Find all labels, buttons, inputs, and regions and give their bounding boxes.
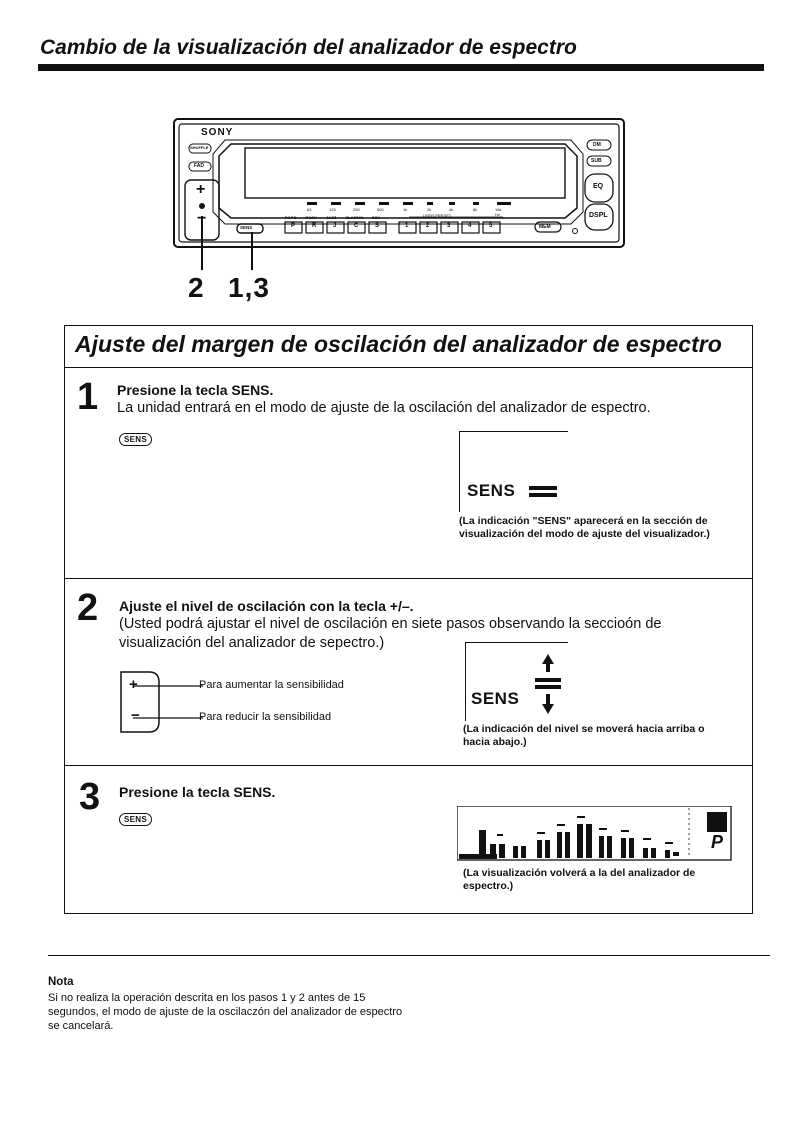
sens-key-button[interactable]: SENS	[119, 433, 152, 446]
step-divider	[65, 765, 752, 766]
brand-logo: SONY	[201, 127, 234, 138]
minus-symbol: −	[131, 707, 140, 724]
display-mode-indicator: P	[711, 832, 724, 852]
preset-label-classic: CLASSIC	[345, 215, 363, 220]
preset-label-pops: POPS	[285, 215, 297, 220]
note-divider	[48, 955, 770, 956]
fader-key[interactable]: FAD	[194, 163, 204, 169]
step-2-number: 2	[77, 587, 99, 629]
preset-label-jazz: JAZZ	[326, 215, 337, 220]
step-1-caption: (La indicación "SENS" aparecerá en la sección de visualización del modo de ajuste del visualizador.)	[459, 515, 710, 540]
step-3-caption: (La visualización volverá a la del analizador de espectro.)	[463, 867, 696, 892]
section-title: Ajuste del margen de oscilación del analizador de espectro	[75, 331, 722, 357]
title-underline	[38, 64, 764, 71]
step-3-heading: Presione la tecla SENS.	[119, 784, 276, 800]
dm-key[interactable]: DM	[593, 142, 601, 148]
hint-decrease: Para reducir la sensibilidad	[199, 711, 332, 723]
band-label: 16k Hz	[495, 207, 502, 217]
note-body: Si no realiza la operación descrita en los pasos 1 y 2 antes de 15 segundos, el modo de ajuste de la oscilaczón del analizador de espectro se cancelará.	[48, 992, 403, 1032]
preset-label-rock: ROCK	[305, 215, 318, 220]
band-label: 8k	[473, 207, 478, 212]
plus-key[interactable]: +	[196, 181, 206, 198]
step-divider	[65, 578, 752, 579]
note-title: Nota	[48, 976, 74, 988]
preset-button-j[interactable]: J	[333, 223, 337, 229]
level-up-down-icon	[533, 654, 563, 716]
step-1-number: 1	[77, 376, 99, 418]
preset-button-1[interactable]: 1	[405, 223, 409, 229]
preset-label-dsk: DSK	[371, 215, 381, 220]
band-label: 1k	[403, 207, 408, 212]
preset-button-4[interactable]: 4	[468, 223, 472, 229]
plus-symbol: +	[129, 676, 138, 693]
step-1-body: La unidad entrará en el modo de ajuste de la oscilación del analizador de espectro.	[117, 400, 651, 416]
band-label: 2k	[427, 207, 432, 212]
preset-button-s[interactable]: S	[375, 223, 380, 229]
sens-key[interactable]: SENS	[240, 225, 253, 230]
band-label: 63	[307, 207, 312, 212]
preset-button-3[interactable]: 3	[447, 223, 451, 229]
band-label: 250	[353, 207, 360, 212]
step-2-heading: Ajuste el nivel de oscilación con la tecla +/–.	[119, 598, 414, 614]
preset-button-p[interactable]: P	[291, 223, 296, 229]
step-1-heading: Presione la tecla SENS.	[117, 382, 274, 398]
step-3-number: 3	[79, 776, 101, 818]
adjust-section	[64, 325, 753, 914]
preset-labels	[285, 215, 380, 220]
head-unit-illustration	[173, 118, 625, 248]
user-preset-label: USER PRESET	[423, 213, 452, 218]
sub-key[interactable]: SUB	[591, 158, 602, 164]
sens-key-button[interactable]: SENS	[119, 813, 152, 826]
section-header	[65, 326, 752, 368]
shuffle-key[interactable]: SHUFFLE	[190, 145, 209, 150]
callout-step-1-3: 1,3	[228, 272, 270, 303]
preset-button-c[interactable]: C	[354, 223, 359, 229]
mem-key[interactable]: MEM	[539, 224, 551, 230]
band-label: 125	[329, 207, 336, 212]
level-bars-icon	[529, 486, 559, 500]
dspl-key[interactable]: DSPL	[589, 212, 608, 219]
band-label: 500	[377, 207, 384, 212]
preset-button-2[interactable]: 2	[426, 223, 430, 229]
band-label: 4k	[449, 207, 454, 212]
sens-display-label: SENS	[471, 689, 520, 708]
preset-button-r[interactable]: R	[312, 223, 317, 229]
hint-increase: Para aumentar la sensibilidad	[199, 679, 344, 691]
preset-button-5[interactable]: 5	[489, 223, 493, 229]
sens-display-label: SENS	[467, 481, 516, 500]
eq-key[interactable]: EQ	[593, 183, 604, 190]
minus-key[interactable]: −	[197, 210, 207, 227]
step-2-caption: (La indicación del nivel se moverá hacia arriba o hacia abajo.)	[463, 723, 705, 748]
page-title: Cambio de la visualización del analizador de espectro	[40, 36, 577, 59]
callout-step-2: 2	[188, 272, 205, 303]
spectrum-analyzer-display	[457, 806, 733, 862]
step-2-body: (Usted podrá ajustar el nivel de oscilación en siete pasos observando la seccioón de visualización del analizador de sepectro.)	[119, 616, 662, 651]
callout-leaders	[190, 232, 280, 272]
